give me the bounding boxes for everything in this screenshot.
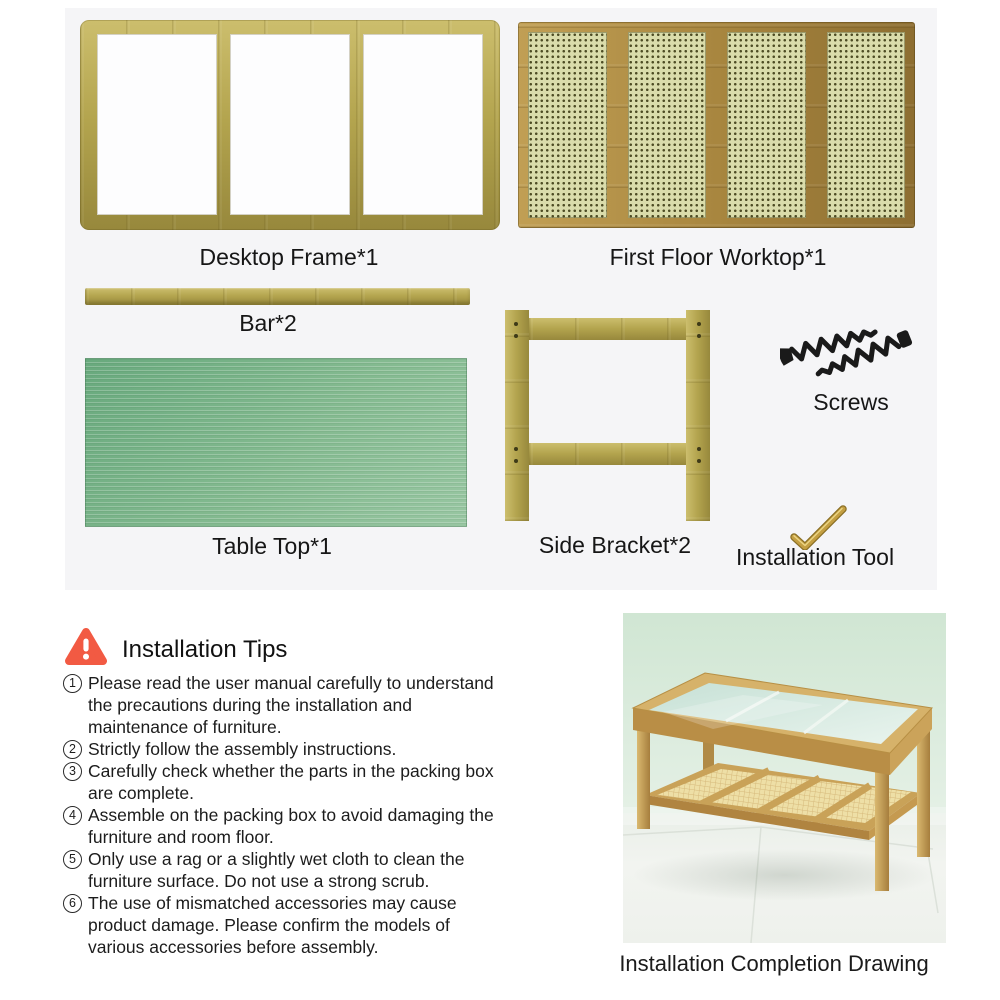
tip-text: The use of mismatched accessories may cause product damage. Please confirm the models of various accessories before assembly. bbox=[88, 893, 457, 957]
bracket-rail bbox=[529, 443, 686, 465]
tip-text: Please read the user manual carefully to understand the precautions during the installation and maintenance of furniture. bbox=[88, 673, 494, 737]
first-floor-worktop-image bbox=[518, 22, 915, 228]
tip-item bbox=[63, 892, 511, 958]
tip-number: 4 bbox=[63, 806, 82, 825]
tip-item bbox=[63, 738, 511, 760]
bracket-leg bbox=[686, 310, 710, 521]
rattan-panel bbox=[827, 32, 906, 218]
rattan-panel bbox=[727, 32, 806, 218]
bracket-leg bbox=[505, 310, 529, 521]
assembled-table-illustration bbox=[623, 613, 946, 943]
installation-tool-label: Installation Tool bbox=[735, 544, 895, 570]
bar-label: Bar*2 bbox=[239, 310, 297, 336]
bracket-rail bbox=[529, 318, 686, 340]
tip-number: 2 bbox=[63, 740, 82, 759]
warning-icon bbox=[64, 626, 108, 668]
table-top-image bbox=[85, 358, 467, 527]
tip-text: Carefully check whether the parts in the packing box are complete. bbox=[88, 761, 494, 803]
screws-label: Screws bbox=[813, 389, 889, 415]
tip-number: 1 bbox=[63, 674, 82, 693]
tip-number: 5 bbox=[63, 850, 82, 869]
table-leg bbox=[637, 723, 650, 829]
rattan-panel bbox=[628, 32, 707, 218]
frame-opening bbox=[97, 34, 217, 215]
table-leg bbox=[875, 765, 889, 891]
table-shadow bbox=[633, 849, 937, 901]
side-bracket-image bbox=[505, 310, 710, 521]
worktop-label: First Floor Worktop*1 bbox=[609, 244, 827, 270]
tip-item bbox=[63, 804, 511, 848]
tip-item bbox=[63, 672, 511, 738]
allen-key-icon bbox=[785, 500, 855, 550]
table-top-label: Table Top*1 bbox=[212, 533, 332, 559]
tip-item bbox=[63, 848, 511, 892]
tip-text: Only use a rag or a slightly wet cloth to clean the furniture surface. Do not use a strong scrub. bbox=[88, 849, 465, 891]
parts-panel bbox=[65, 8, 937, 590]
tip-text: Strictly follow the assembly instructions. bbox=[88, 739, 397, 759]
screws-icon bbox=[780, 320, 915, 385]
completion-caption: Installation Completion Drawing bbox=[619, 951, 929, 976]
frame-opening bbox=[363, 34, 483, 215]
rattan-panel bbox=[528, 32, 607, 218]
tip-number: 6 bbox=[63, 894, 82, 913]
desktop-frame-label: Desktop Frame*1 bbox=[199, 244, 379, 270]
tip-text: Assemble on the packing box to avoid damaging the furniture and room floor. bbox=[88, 805, 494, 847]
tips-list bbox=[63, 672, 511, 958]
tip-item bbox=[63, 760, 511, 804]
side-bracket-label: Side Bracket*2 bbox=[538, 532, 692, 558]
frame-opening bbox=[230, 34, 350, 215]
tips-title: Installation Tips bbox=[122, 636, 288, 663]
desktop-frame-image bbox=[80, 20, 500, 230]
bar-image bbox=[85, 288, 470, 305]
tip-number: 3 bbox=[63, 762, 82, 781]
completion-photo bbox=[623, 613, 946, 943]
